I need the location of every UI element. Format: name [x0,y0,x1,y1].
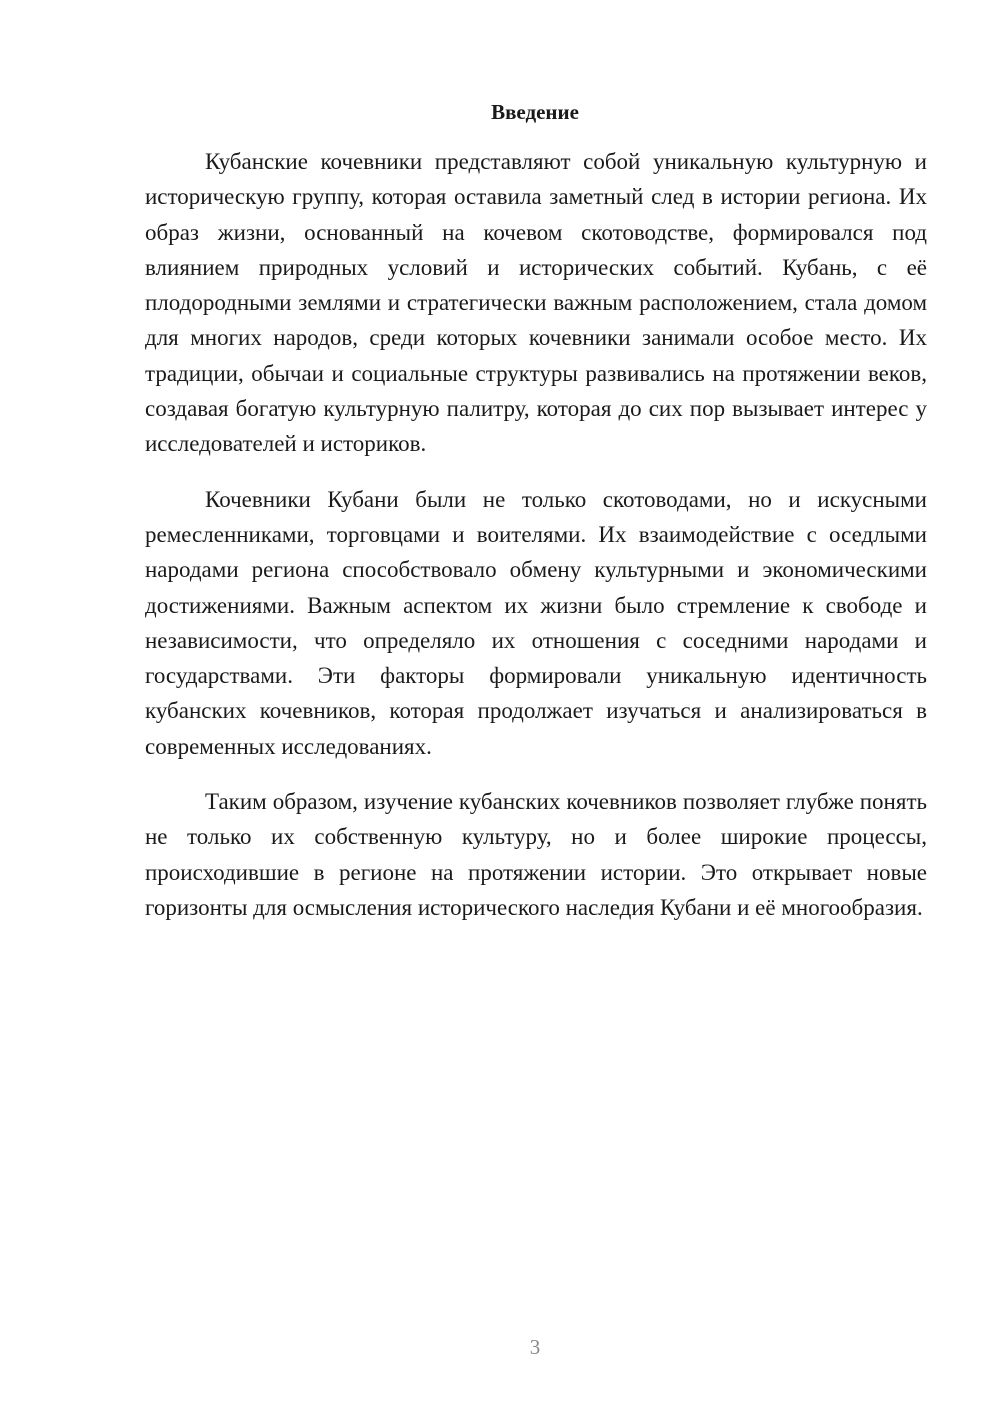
paragraph-3: Таким образом, изучение кубанских кочевников позволяет глубже понять не только их собственную культуру, но и более широкие процессы, происходившие в регионе на протяжении истории. Это открывает новые горизонты для осмысления исторического наследия Кубани и её многообразия. [145,789,927,920]
section-heading: Введение [491,100,579,124]
paragraph-1: Кубанские кочевники представляют собой уникальную культурную и историческую группу, которая оставила заметный след в истории региона. Их образ жизни, основанный на кочевом скотоводстве, формировался под влиянием природных условий и исторических событий. Кубань, с её плодородными землями и стратегически важным расположением, стала домом для многих народов, среди которых кочевники занимали особое место. Их традиции, обычаи и социальные структуры развивались на протяжении веков, создавая богатую культурную палитру, которая до сих пор вызывает интерес у исследователей и историков. [145,149,927,457]
paragraph-2: Кочевники Кубани были не только скотоводами, но и искусными ремесленниками, торговцами и воителями. Их взаимодействие с оседлыми народами региона способствовало обмену культурными и экономическими достижениями. Важным аспектом их жизни было стремление к свободе и независимости, что определяло их отношения с соседними народами и государствами. Эти факторы формировали уникальную идентичность кубанских кочевников, которая продолжает изучаться и анализироваться в современных исследованиях. [145,486,927,759]
page-number: 3 [529,1335,541,1359]
body-text [145,144,927,925]
